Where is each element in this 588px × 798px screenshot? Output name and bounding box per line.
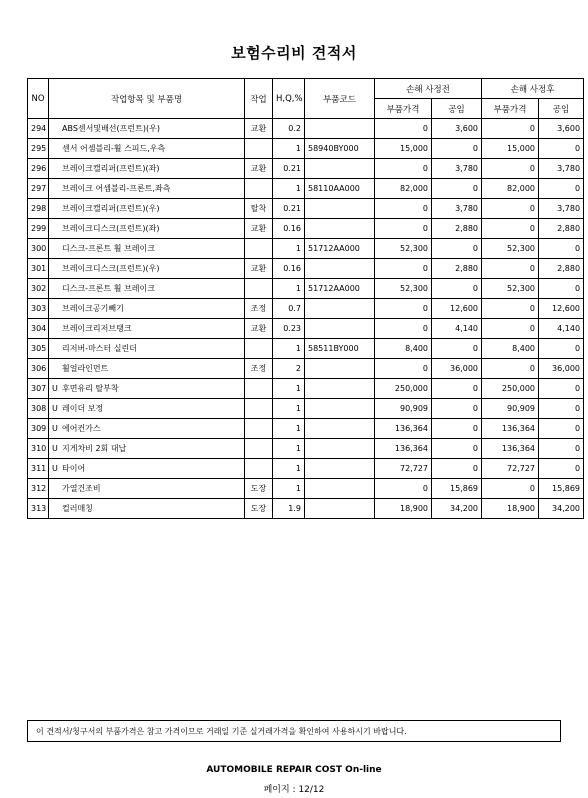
row-hours: 1 [273,439,305,459]
row-part-price-after: 15,000 [482,139,539,159]
row-no: 306 [28,359,49,379]
row-part-code [305,479,375,499]
row-labor-before: 3,780 [432,199,482,219]
row-work: 탈착 [245,199,273,219]
row-no: 311 [28,459,49,479]
row-labor-after: 0 [539,179,584,199]
row-part-code [305,119,375,139]
table-row [28,239,584,259]
row-labor-after: 2,880 [539,259,584,279]
row-item-label: 디스크-프론트 휠 브레이크 [62,244,155,253]
row-hours: 1 [273,399,305,419]
row-work: 도장 [245,479,273,499]
row-work: 조정 [245,359,273,379]
row-user-flag: U [52,464,58,473]
row-labor-before: 3,600 [432,119,482,139]
row-no: 308 [28,399,49,419]
row-part-price-after: 90,909 [482,399,539,419]
row-hours: 1 [273,479,305,499]
row-labor-after: 12,600 [539,299,584,319]
row-hours: 1 [273,179,305,199]
row-work [245,379,273,399]
table-row [28,259,584,279]
row-part-price-after: 0 [482,119,539,139]
row-hours: 1 [273,239,305,259]
row-item-label: 지게차비 2회 대납 [62,444,127,453]
row-labor-before: 0 [432,279,482,299]
table-row [28,299,584,319]
row-part-price-before: 82,000 [375,179,432,199]
row-user-flag: U [52,424,58,433]
table-row [28,199,584,219]
row-hours: 0.7 [273,299,305,319]
row-part-code [305,319,375,339]
row-work [245,419,273,439]
header-labor-after: 공임 [539,99,584,119]
row-labor-before: 0 [432,339,482,359]
row-item-name [49,219,245,239]
row-item-name [49,379,245,399]
row-no: 307 [28,379,49,399]
row-part-code [305,219,375,239]
header-labor-before: 공임 [432,99,482,119]
row-hours: 0.21 [273,199,305,219]
row-item-label: 리저버-마스터 실린더 [62,344,137,353]
row-item-label: 가열건조비 [62,484,101,493]
row-no: 301 [28,259,49,279]
row-work: 교환 [245,259,273,279]
header-item: 작업항목 및 부품명 [49,79,245,119]
row-part-code [305,299,375,319]
row-part-price-after: 0 [482,359,539,379]
row-item-label: 브레이크디스크(프런트)(우) [62,264,160,273]
row-item-label: 브레이크캘리퍼(프런트)(우) [62,204,160,213]
row-item-name [49,359,245,379]
row-item-label: 타이어 [62,464,86,473]
row-part-price-after: 136,364 [482,439,539,459]
row-labor-before: 4,140 [432,319,482,339]
row-part-code [305,419,375,439]
row-labor-after: 0 [539,379,584,399]
row-work [245,439,273,459]
row-part-code [305,159,375,179]
row-labor-after: 0 [539,139,584,159]
row-no: 304 [28,319,49,339]
row-item-name [49,399,245,419]
row-part-code [305,499,375,519]
row-work: 도장 [245,499,273,519]
row-labor-after: 3,780 [539,159,584,179]
row-item-label: 센서 어셈블리-휠 스피드,우측 [62,144,166,153]
row-labor-before: 0 [432,379,482,399]
row-item-name [49,279,245,299]
estimate-table [27,78,584,519]
row-hours: 2 [273,359,305,379]
row-no: 312 [28,479,49,499]
disclaimer-note: 이 견적서/청구서의 부품가격은 참고 가격이므로 거래일 기준 실거래가격을 확인하여 사용하시기 바랍니다. [27,720,561,742]
page-number: 페이지 : 12/12 [263,785,325,795]
footer-brand: AUTOMOBILE REPAIR COST On-line [206,765,382,775]
row-no: 300 [28,239,49,259]
row-labor-after: 0 [539,399,584,419]
row-item-name [49,459,245,479]
table-row [28,459,584,479]
row-no: 310 [28,439,49,459]
table-row [28,219,584,239]
row-item-label: 컬러매칭 [62,504,93,513]
row-labor-after: 0 [539,239,584,259]
row-no: 297 [28,179,49,199]
row-part-price-after: 136,364 [482,419,539,439]
row-user-flag: U [52,404,58,413]
row-item-label: 후면유리 탈부착 [62,384,119,393]
header-part-price-before: 부품가격 [375,99,432,119]
row-item-name [49,239,245,259]
row-no: 296 [28,159,49,179]
row-part-code [305,199,375,219]
row-labor-after: 15,869 [539,479,584,499]
row-part-price-before: 0 [375,299,432,319]
row-item-name [49,479,245,499]
row-no: 303 [28,299,49,319]
row-labor-before: 0 [432,139,482,159]
row-item-name [49,119,245,139]
table-row [28,279,584,299]
row-item-label: 브레이크공기빼기 [62,304,124,313]
row-item-label: 브레이크캘리퍼(프런트)(좌) [62,164,160,173]
row-no: 302 [28,279,49,299]
row-item-name [49,259,245,279]
row-labor-after: 2,880 [539,219,584,239]
row-hours: 1 [273,459,305,479]
row-no: 295 [28,139,49,159]
row-labor-before: 34,200 [432,499,482,519]
header-hours: H,Q,% [273,79,305,119]
row-hours: 1 [273,339,305,359]
row-part-price-after: 0 [482,299,539,319]
row-item-name [49,339,245,359]
row-labor-before: 2,880 [432,219,482,239]
row-part-price-before: 8,400 [375,339,432,359]
row-work: 교환 [245,219,273,239]
row-labor-after: 34,200 [539,499,584,519]
row-item-label: 브레이크디스크(프런트)(좌) [62,224,160,233]
row-part-price-after: 82,000 [482,179,539,199]
row-item-name [49,439,245,459]
row-part-price-before: 0 [375,199,432,219]
row-item-name [49,179,245,199]
row-hours: 1.9 [273,499,305,519]
row-work [245,139,273,159]
table-row [28,379,584,399]
table-row [28,319,584,339]
row-part-price-before: 72,727 [375,459,432,479]
row-item-name [49,499,245,519]
row-item-label: 디스크-프론트 휠 브레이크 [62,284,155,293]
row-part-price-before: 136,364 [375,439,432,459]
row-part-code [305,259,375,279]
row-part-price-after: 0 [482,159,539,179]
table-row [28,179,584,199]
row-labor-after: 0 [539,439,584,459]
row-labor-before: 3,780 [432,159,482,179]
row-part-price-before: 136,364 [375,419,432,439]
row-no: 313 [28,499,49,519]
row-labor-after: 36,000 [539,359,584,379]
row-labor-after: 0 [539,419,584,439]
table-row [28,419,584,439]
row-part-code: 58511BY000 [305,339,375,359]
row-labor-before: 2,880 [432,259,482,279]
row-part-price-before: 0 [375,219,432,239]
row-no: 309 [28,419,49,439]
row-part-price-after: 0 [482,319,539,339]
row-work [245,399,273,419]
row-labor-after: 3,780 [539,199,584,219]
row-part-price-after: 18,900 [482,499,539,519]
row-part-price-before: 0 [375,259,432,279]
row-labor-after: 4,140 [539,319,584,339]
row-item-label: 휠얼라인먼트 [62,364,109,373]
row-hours: 0.16 [273,259,305,279]
row-item-name [49,319,245,339]
row-hours: 0.2 [273,119,305,139]
row-part-price-before: 0 [375,119,432,139]
row-part-code: 51712AA000 [305,279,375,299]
header-code: 부품코드 [305,79,375,119]
row-labor-before: 0 [432,459,482,479]
row-no: 305 [28,339,49,359]
row-part-price-after: 250,000 [482,379,539,399]
header-part-price-after: 부품가격 [482,99,539,119]
row-part-code [305,439,375,459]
row-work [245,459,273,479]
row-no: 294 [28,119,49,139]
row-part-code [305,379,375,399]
row-item-name [49,299,245,319]
table-row [28,119,584,139]
row-labor-before: 0 [432,419,482,439]
row-part-price-after: 0 [482,479,539,499]
row-labor-after: 3,600 [539,119,584,139]
row-work [245,179,273,199]
header-before: 손해 사정전 [375,79,482,99]
row-work [245,279,273,299]
row-item-label: 에어컨가스 [62,424,101,433]
row-labor-before: 0 [432,439,482,459]
row-labor-before: 15,869 [432,479,482,499]
table-row [28,339,584,359]
row-labor-before: 36,000 [432,359,482,379]
row-labor-after: 0 [539,279,584,299]
row-work: 조정 [245,299,273,319]
row-part-price-before: 250,000 [375,379,432,399]
row-no: 299 [28,219,49,239]
header-after: 손해 사정후 [482,79,584,99]
row-hours: 0.16 [273,219,305,239]
page-title: 보험수리비 견적서 [231,44,357,62]
table-row [28,499,584,519]
row-item-label: 레이더 보정 [62,404,104,413]
row-part-price-before: 18,900 [375,499,432,519]
table-row [28,439,584,459]
row-hours: 0.21 [273,159,305,179]
row-work: 교환 [245,119,273,139]
row-part-price-after: 8,400 [482,339,539,359]
row-item-name [49,419,245,439]
row-labor-before: 0 [432,399,482,419]
row-item-name [49,159,245,179]
row-part-code: 51712AA000 [305,239,375,259]
row-work [245,239,273,259]
table-row [28,399,584,419]
row-labor-before: 0 [432,179,482,199]
row-part-code: 58110AA000 [305,179,375,199]
row-part-price-after: 52,300 [482,279,539,299]
row-part-code [305,399,375,419]
row-item-name [49,139,245,159]
row-no: 298 [28,199,49,219]
row-part-price-after: 0 [482,259,539,279]
row-part-code [305,359,375,379]
row-part-price-before: 15,000 [375,139,432,159]
row-labor-before: 0 [432,239,482,259]
row-work: 교환 [245,319,273,339]
row-part-price-before: 0 [375,479,432,499]
header-work: 작업 [245,79,273,119]
row-part-price-before: 52,300 [375,279,432,299]
row-labor-before: 12,600 [432,299,482,319]
row-part-price-before: 90,909 [375,399,432,419]
row-part-price-before: 0 [375,319,432,339]
row-part-code: 58940BY000 [305,139,375,159]
row-labor-after: 0 [539,459,584,479]
row-user-flag: U [52,444,58,453]
row-part-price-after: 0 [482,199,539,219]
row-hours: 1 [273,279,305,299]
row-part-price-before: 52,300 [375,239,432,259]
table-row [28,479,584,499]
row-hours: 0.23 [273,319,305,339]
row-item-label: 브레이크 어셈블리-프론트,좌측 [62,184,171,193]
row-hours: 1 [273,379,305,399]
row-part-code [305,459,375,479]
row-hours: 1 [273,419,305,439]
row-item-label: ABS센서및배선(프런트)(우) [62,124,160,133]
row-user-flag: U [52,384,58,393]
row-part-price-after: 72,727 [482,459,539,479]
row-work: 교환 [245,159,273,179]
header-no: NO [28,79,49,119]
table-row [28,159,584,179]
row-part-price-after: 0 [482,219,539,239]
row-work [245,339,273,359]
table-row [28,139,584,159]
row-part-price-before: 0 [375,159,432,179]
row-item-label: 브레이크리저브탱크 [62,324,132,333]
table-row [28,359,584,379]
row-item-name [49,199,245,219]
row-labor-after: 0 [539,339,584,359]
row-part-price-before: 0 [375,359,432,379]
row-part-price-after: 52,300 [482,239,539,259]
row-hours: 1 [273,139,305,159]
